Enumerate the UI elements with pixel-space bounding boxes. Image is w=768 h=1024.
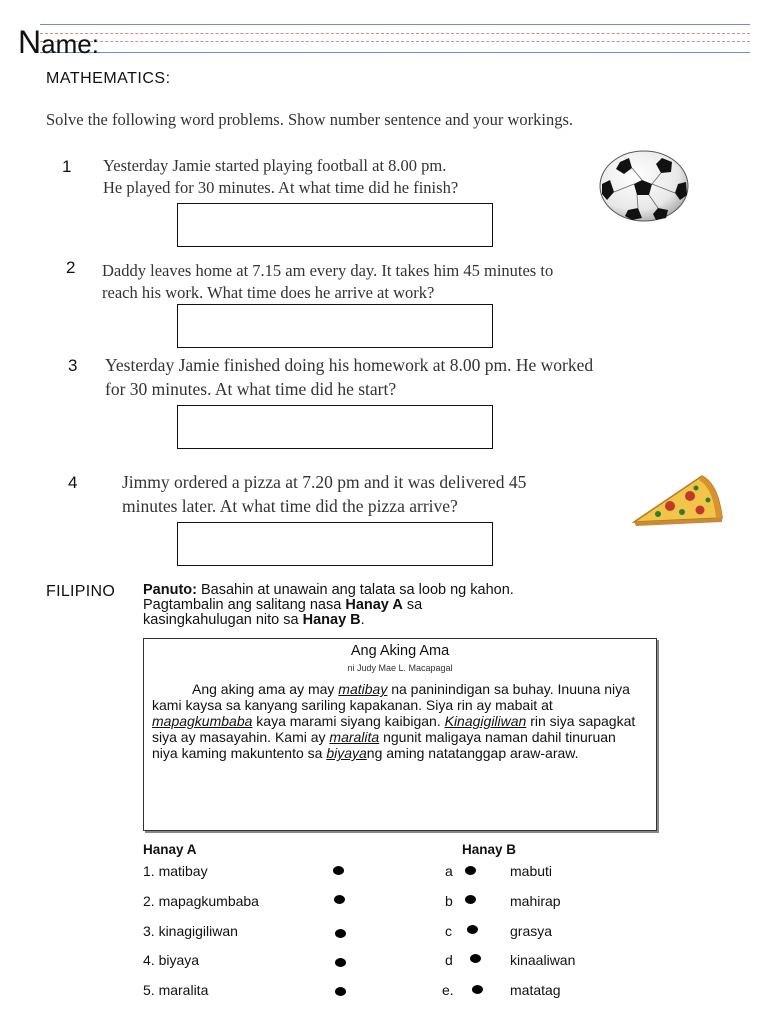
match-dot-a-2[interactable] [334,895,345,904]
hanay-b-letter-d: d [445,952,453,968]
problem-2-number: 2 [66,258,76,277]
hanay-b-letter-e: e. [442,982,454,998]
hanay-b-word-c: grasya [510,923,553,939]
problem-3-line-1: Yesterday Jamie finished doing his homework at 8.00 pm. He worked [105,355,594,375]
problem-1-text [103,155,458,199]
problem-3-text [105,353,593,401]
hanay-b-word-b: mahirap [510,893,561,909]
problem-2-text [102,260,553,304]
problem-4-line-2: minutes later. At what time did the pizza arrive? [122,496,458,516]
problem-4-number: 4 [68,473,78,492]
hanay-b-word-a: mabuti [510,863,553,879]
problem-4-text [122,470,526,518]
hanay-b-letter-a: a [445,863,453,879]
match-dot-a-3[interactable] [335,929,346,938]
name-label: Name: [18,24,99,60]
story-text: Ang aking ama ay may matibay na paninindigan sa buhay. Inuuna niya kami kaysa sa kanyang sariling kapakanan. Siya rin ay mabait at mapagkumbaba kaya marami siyang kaibigan. Kinagigiliwan rin siya sapagkat siya ay masayahin. Kami ay maralita ngunit maligaya naman dahil tinuruan niya kaming makuntento sa biyayang aming natatanggap araw-araw. [152,681,636,761]
hanay-a-item-2: 2. mapagkumbaba [143,893,259,909]
hanay-b-letter-c: c [445,923,452,939]
problem-2-line-2: reach his work. What time does he arrive at work? [102,283,435,302]
match-dot-b-b[interactable] [465,895,476,904]
filipino-title: FILIPINO [46,583,116,600]
mathematics-title: MATHEMATICS: [46,70,171,87]
hanay-b-word-e: matatag [510,982,561,998]
problem-3-line-2: for 30 minutes. At what time did he start? [105,379,397,399]
problem-3-answer-box[interactable] [177,405,493,449]
problem-4-line-1: Jimmy ordered a pizza at 7.20 pm and it was delivered 45 [122,472,527,492]
problem-4-answer-box[interactable] [177,522,493,566]
math-instruction: Solve the following word problems. Show number sentence and your workings. [46,110,574,129]
hanay-a-item-4: 4. biyaya [143,952,200,968]
match-dot-b-c[interactable] [467,925,478,934]
story-box [143,638,657,831]
match-dot-a-5[interactable] [335,987,346,996]
hanay-b-title: Hanay B [462,842,517,857]
panuto-instructions: Panuto: Basahin at unawain ang talata sa loob ng kahon. Pagtambalin ang salitang nasa Hanay A sa kasingkahulugan nito sa Hanay B. [143,582,514,628]
problem-2-answer-box[interactable] [177,304,493,348]
hanay-b-word-d: kinaaliwan [510,952,576,968]
soccer-ball-icon [598,150,690,222]
hanay-a-item-5: 5. maralita [143,982,209,998]
name-writing-lines [40,24,750,54]
match-dot-a-1[interactable] [333,866,344,875]
problem-2-line-1: Daddy leaves home at 7.15 am every day. It takes him 45 minutes to [102,261,554,280]
hanay-a-item-1: 1. matibay [143,863,208,879]
match-dot-a-4[interactable] [335,958,346,967]
match-dot-b-e[interactable] [472,985,483,994]
hanay-a-title: Hanay A [143,842,197,857]
match-dot-b-d[interactable] [470,954,481,963]
pizza-slice-icon [630,470,726,530]
hanay-a-item-3: 3. kinagigiliwan [143,923,238,939]
problem-1-line-1: Yesterday Jamie started playing football at 8.00 pm. [103,156,447,175]
match-dot-b-a[interactable] [465,866,476,875]
problem-1-number: 1 [62,157,72,176]
hanay-b-letter-b: b [445,893,453,909]
story-title: Ang Aking Ama [350,643,450,659]
story-author: ni Judy Mae L. Macapagal [347,663,453,673]
problem-1-line-2: He played for 30 minutes. At what time did he finish? [103,178,459,197]
problem-3-number: 3 [68,356,78,375]
problem-1-answer-box[interactable] [177,203,493,247]
